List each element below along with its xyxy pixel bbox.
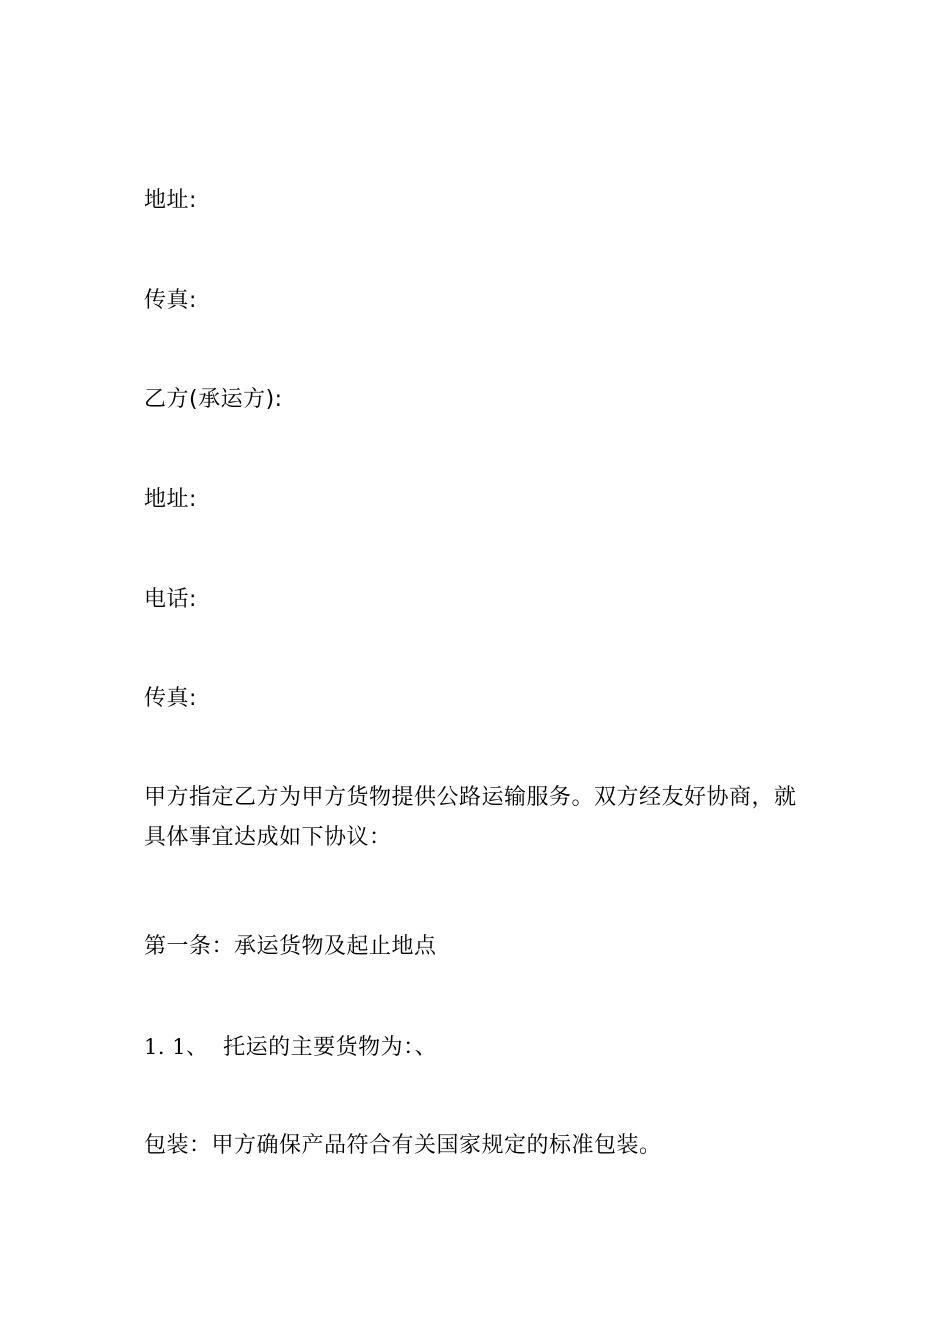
packaging-clause: 包装：甲方确保产品符合有关国家规定的标准包装。 bbox=[144, 1133, 662, 1158]
clause-1-1 bbox=[144, 1032, 437, 1063]
party-a-address-label: 地址: bbox=[144, 188, 197, 213]
clause-1-1-number: 1. 1、 bbox=[144, 1035, 208, 1059]
party-b-address-label: 地址: bbox=[144, 487, 197, 512]
clause-1-1-text: 托运的主要货物为：、 bbox=[223, 1035, 438, 1060]
party-b-phone-label: 电话: bbox=[144, 587, 197, 612]
party-a-fax-label: 传真: bbox=[144, 288, 197, 313]
party-b-heading: 乙方(承运方): bbox=[144, 387, 283, 412]
article-1-heading: 第一条：承运货物及起止地点 bbox=[144, 934, 437, 959]
intro-paragraph: 甲方指定乙方为甲方货物提供公路运输服务。双方经友好协商，就具体事宜达成如下协议： bbox=[144, 785, 797, 850]
party-b-fax-label: 传真: bbox=[144, 686, 197, 711]
